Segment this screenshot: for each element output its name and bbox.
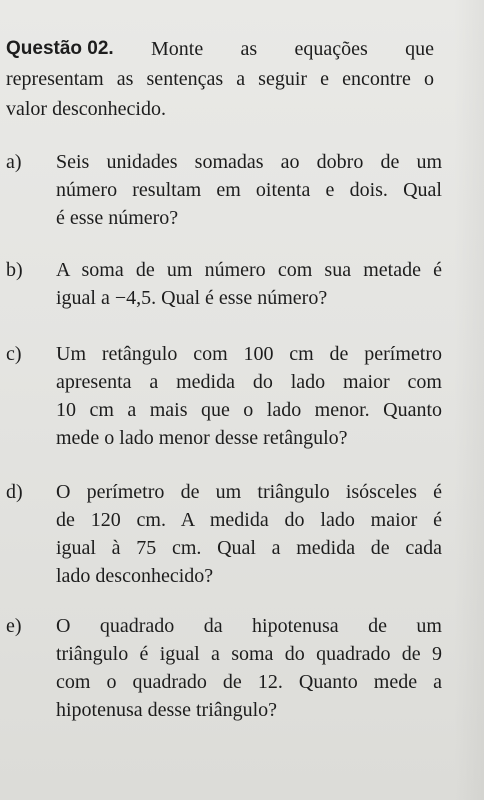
question-letter: d)	[6, 481, 23, 503]
question-line: com o quadrado de 12. Quanto mede a	[56, 671, 442, 693]
question-line: igual à 75 cm. Qual a medida de cada	[56, 537, 442, 559]
question-line: lado desconhecido?	[56, 565, 214, 587]
header-word: equações	[294, 38, 368, 60]
question-c	[6, 340, 442, 452]
question-line: hipotenusa desse triângulo?	[56, 699, 278, 721]
question-letter: e)	[6, 615, 22, 637]
question-line: de 120 cm. A medida do lado maior é	[56, 509, 442, 531]
question-line: A soma de um número com sua metade é	[56, 259, 442, 281]
question-line: é esse número?	[56, 207, 179, 229]
question-a	[6, 148, 442, 232]
question-letter: c)	[6, 343, 22, 365]
question-text	[56, 256, 442, 312]
question-line: 10 cm a mais que o lado menor. Quanto	[56, 399, 442, 421]
question-line: mede o lado menor desse retângulo?	[56, 427, 348, 449]
header-line-2: representam as sentenças a seguir e encontre o	[6, 68, 434, 90]
header-word: Monte	[151, 38, 204, 60]
question-line: Seis unidades somadas ao dobro de um	[56, 151, 442, 173]
header-word: as	[240, 38, 258, 60]
header-line-1	[6, 34, 434, 64]
question-line: O perímetro de um triângulo isósceles é	[56, 481, 442, 503]
header-line-3: valor desconhecido.	[6, 98, 166, 120]
question-header	[6, 34, 434, 124]
question-text	[56, 340, 442, 452]
question-text	[56, 478, 442, 590]
page-shadow	[454, 0, 484, 800]
question-line: apresenta a medida do lado maior com	[56, 371, 442, 393]
question-line: O quadrado da hipotenusa de um	[56, 615, 442, 637]
question-line: igual a −4,5. Qual é esse número?	[56, 287, 328, 309]
question-line: número resultam em oitenta e dois. Qual	[56, 179, 442, 201]
question-letter: a)	[6, 151, 22, 173]
question-d	[6, 478, 442, 590]
question-text	[56, 148, 442, 232]
question-number: Questão 02.	[6, 38, 114, 59]
question-line: triângulo é igual a soma do quadrado de 9	[56, 643, 442, 665]
question-b	[6, 256, 442, 312]
question-e	[6, 612, 442, 724]
question-letter: b)	[6, 259, 23, 281]
question-line: Um retângulo com 100 cm de perímetro	[56, 343, 442, 365]
header-word: que	[405, 38, 434, 60]
question-text	[56, 612, 442, 724]
